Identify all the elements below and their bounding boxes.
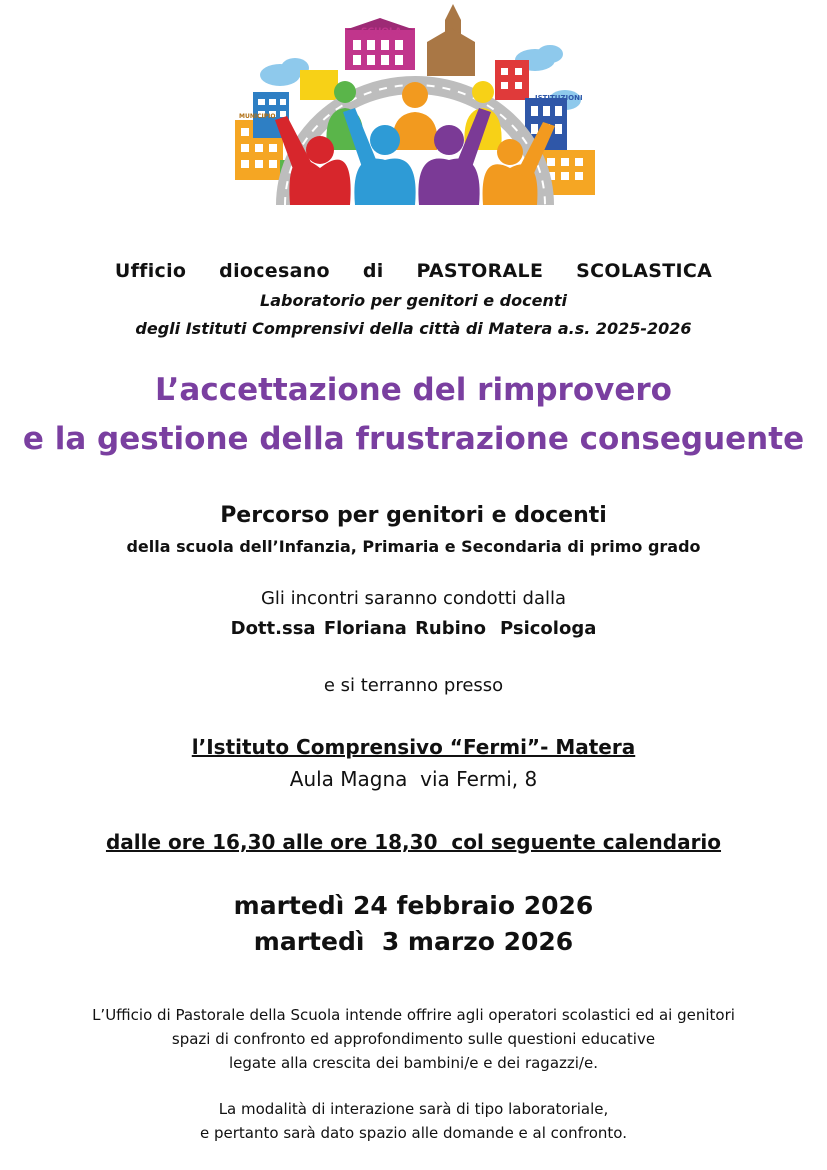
course-audience: della scuola dell’Infanzia, Primaria e Secondaria di primo grado	[126, 537, 701, 556]
logo-illustration	[205, 0, 625, 220]
page-title-line-1: L’accettazione del rimprovero	[155, 372, 672, 408]
institutes-subtitle: degli Istituti Comprensivi della città di Matera a.s. 2025-2026	[135, 319, 692, 338]
church-icon	[427, 4, 475, 76]
schedule-date-2: martedì 3 marzo 2026	[253, 927, 574, 956]
footer-text-2: spazi di confronto ed approfondimento sulle questioni educative	[171, 1030, 656, 1048]
scuola-label: SCUOLA	[361, 27, 402, 37]
schedule-time: dalle ore 16,30 alle ore 18,30 col seguente calendario	[105, 830, 722, 854]
course-heading: Percorso per genitori e docenti	[220, 503, 607, 528]
footer-text-5: e pertanto sarà dato spazio alle domande e al confronto.	[200, 1124, 627, 1142]
conductor-intro: Gli incontri saranno condotti dalla	[260, 588, 567, 609]
footer-text-4: La modalità di interazione sarà di tipo laboratoriale,	[218, 1100, 609, 1118]
conductor-name: Dott.ssa Floriana Rubino	[230, 618, 486, 639]
office-heading: Ufficio diocesano di PASTORALE SCOLASTICA	[114, 260, 713, 282]
conductor-line	[0, 618, 827, 639]
page-title-line-2: e la gestione della frustrazione conseguente	[22, 421, 805, 457]
venue-address: Aula Magna via Fermi, 8	[289, 767, 538, 791]
conductor-role: Psicologa	[499, 618, 597, 639]
venue-name: l’Istituto Comprensivo “Fermi”- Matera	[191, 735, 636, 759]
school-building-icon	[345, 18, 415, 70]
istituzioni-label: ISTITUZIONI	[535, 94, 583, 102]
venue-intro: e si terranno presso	[323, 675, 504, 696]
schedule-date-1: martedì 24 febbraio 2026	[233, 891, 594, 920]
footer-text-3: legate alla crescita dei bambini/e e dei ragazzi/e.	[228, 1054, 598, 1072]
footer-text-1: L’Ufficio di Pastorale della Scuola intende offrire agli operatori scolastici ed ai genitori	[92, 1006, 735, 1024]
lab-subtitle: Laboratorio per genitori e docenti	[260, 291, 567, 310]
municipio-label: MUNICIPIO	[239, 113, 276, 120]
